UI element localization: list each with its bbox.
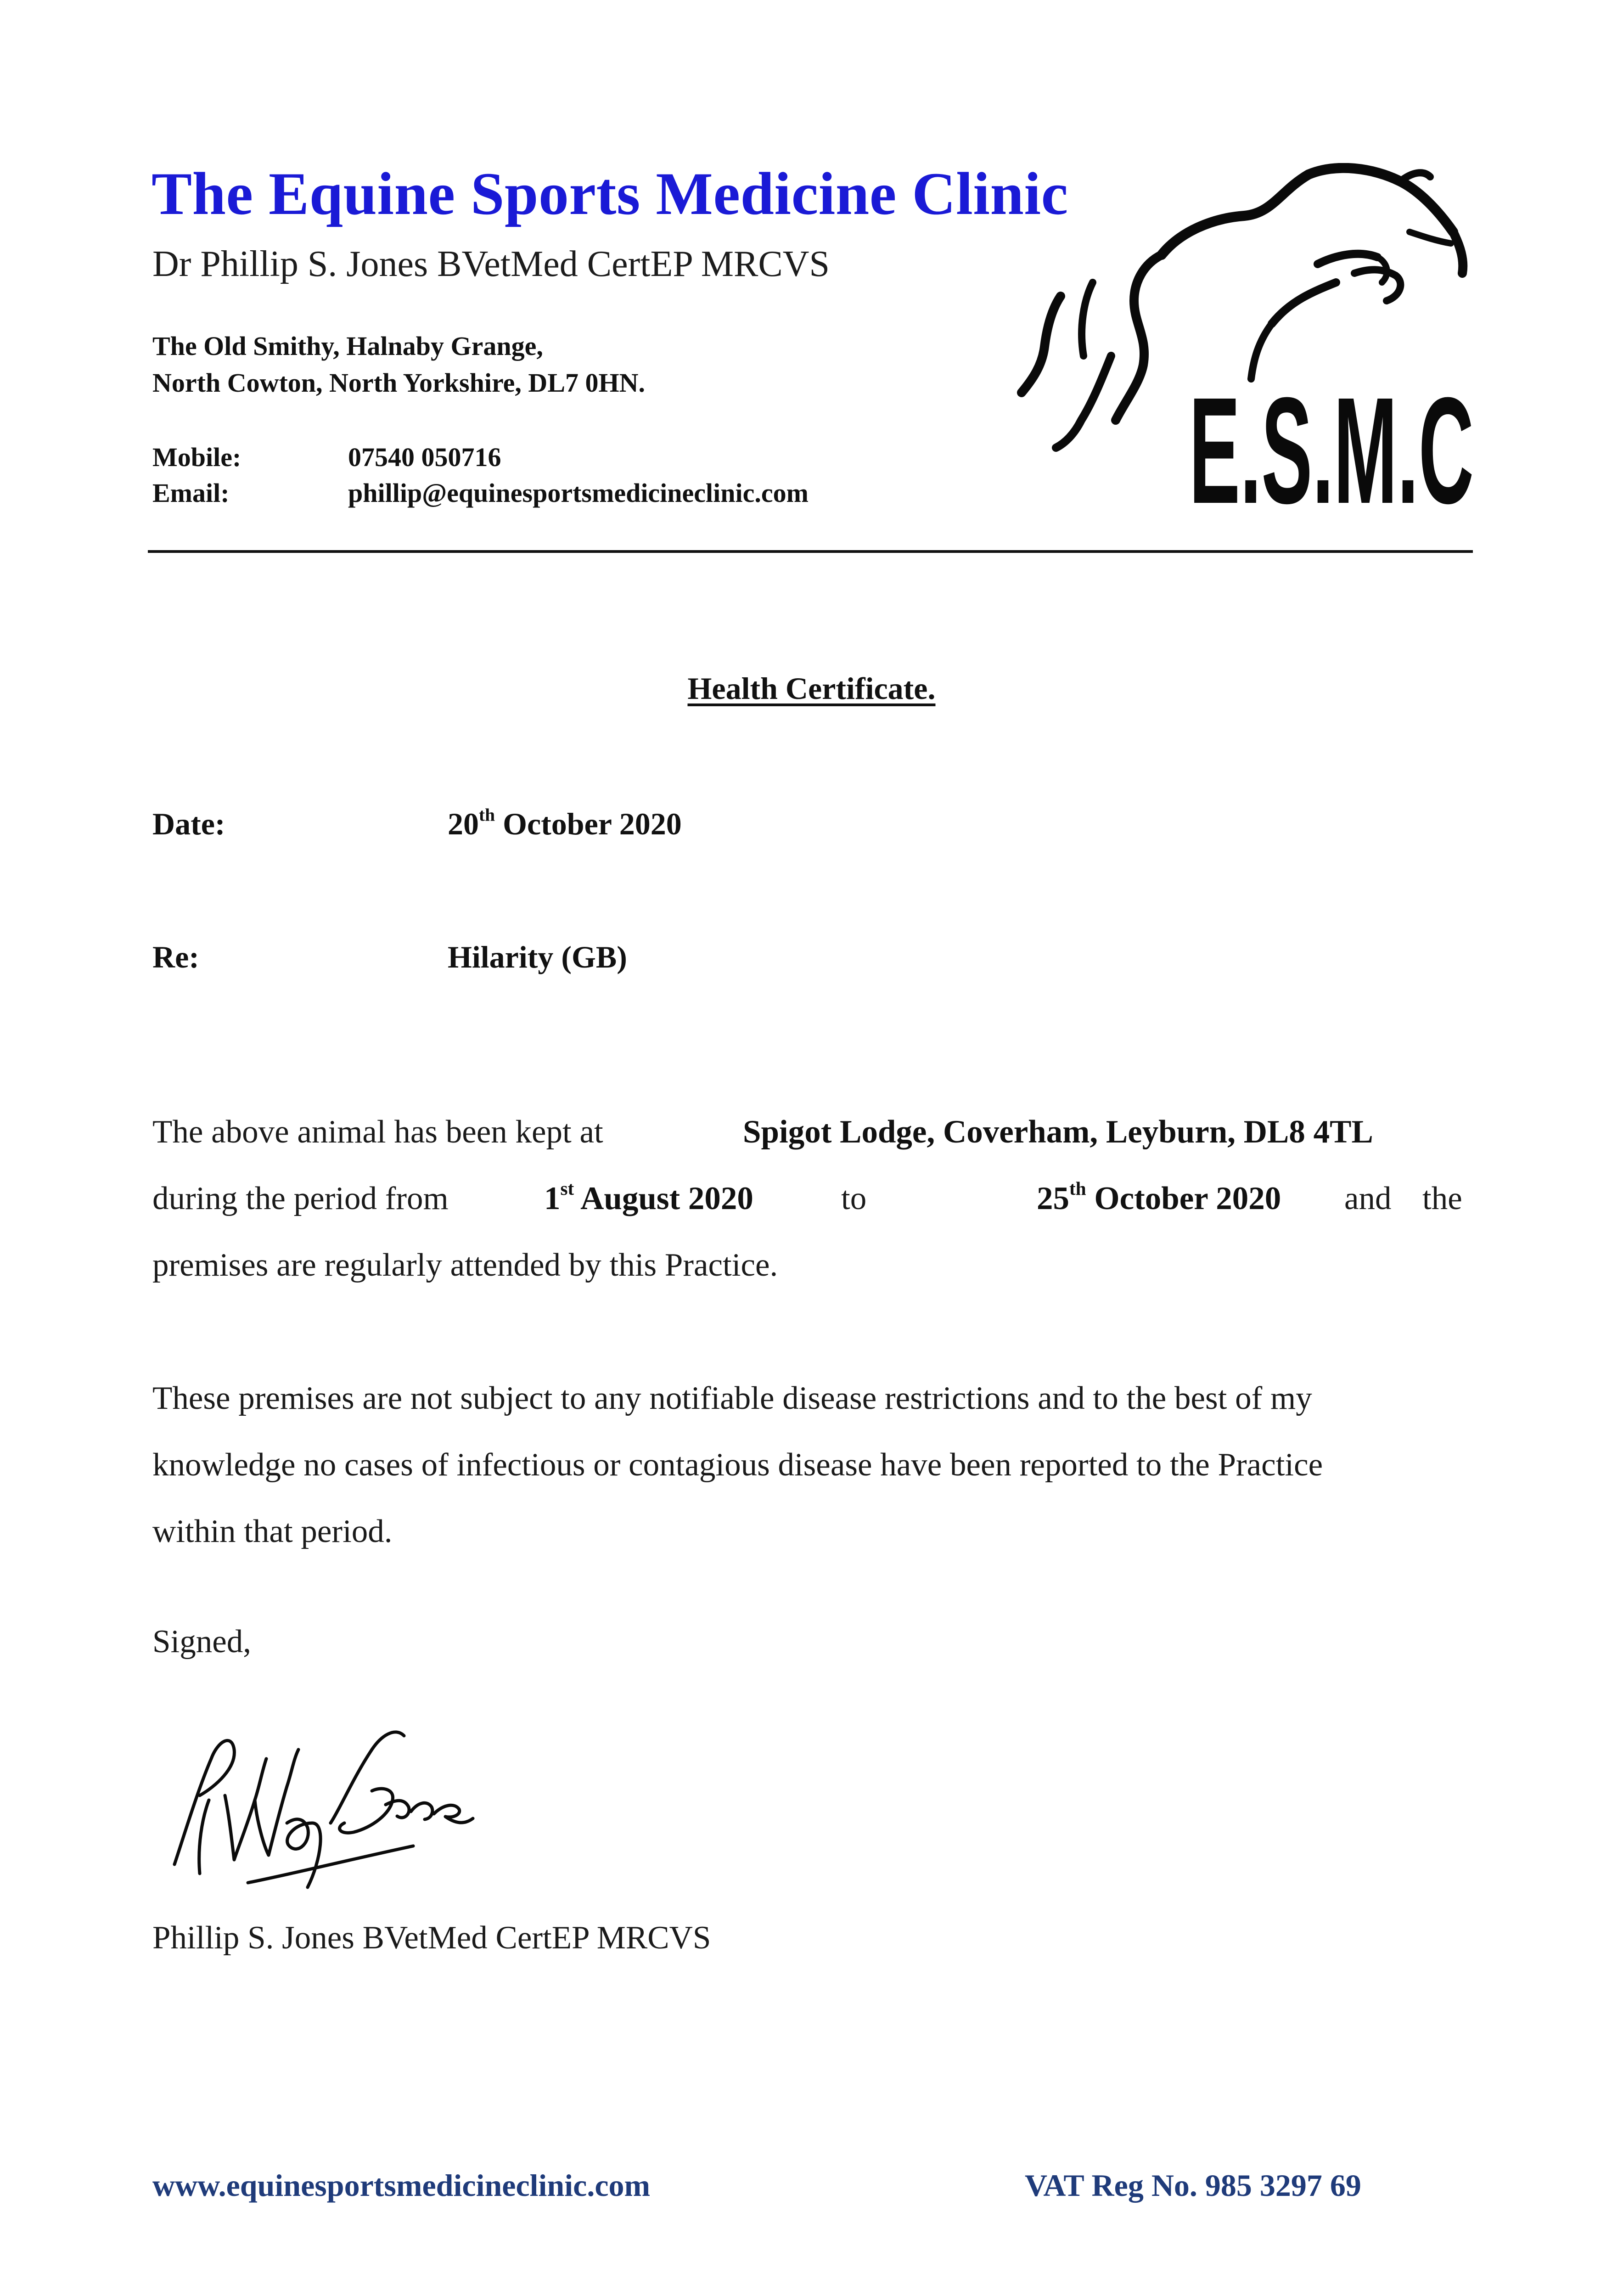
address-line-1: The Old Smithy, Halnaby Grange,	[152, 331, 543, 361]
re-value: Hilarity (GB)	[448, 940, 627, 974]
clinic-name: The Equine Sports Medicine Clinic	[152, 160, 1068, 227]
email-label: Email:	[152, 478, 230, 508]
the-word: the	[1422, 1181, 1462, 1216]
location: Spigot Lodge, Coverham, Leyburn, DL8 4TL	[743, 1114, 1373, 1150]
certificate-title	[0, 670, 1623, 707]
jumping-horse-icon	[996, 163, 1476, 512]
paragraph-1-line-1: The above animal has been kept at	[152, 1114, 603, 1150]
paragraph-2-line-3: within that period.	[152, 1514, 393, 1549]
mobile-value: 07540 050716	[348, 442, 501, 472]
certificate-title-text: Health Certificate.	[687, 671, 936, 706]
period-from: 1st August 2020	[544, 1178, 753, 1216]
address-line-2: North Cowton, North Yorkshire, DL7 0HN.	[152, 368, 645, 398]
email-value: phillip@equinesportsmedicineclinic.com	[348, 478, 809, 508]
paragraph-1-line-2: during the period from	[152, 1181, 449, 1216]
mobile-label: Mobile:	[152, 442, 241, 472]
and-word: and	[1344, 1181, 1392, 1216]
vet-credentials: Dr Phillip S. Jones BVetMed CertEP MRCVS	[152, 244, 830, 284]
paragraph-1-line-3: premises are regularly attended by this Practice.	[152, 1247, 778, 1283]
date-label: Date:	[152, 806, 225, 841]
date-value: 20th October 2020	[448, 805, 682, 841]
footer-website-link[interactable]: www.equinesportsmedicineclinic.com	[152, 2168, 651, 2203]
footer-vat-number: VAT Reg No. 985 3297 69	[1025, 2168, 1361, 2203]
period-to-word: to	[841, 1181, 867, 1216]
header-divider	[148, 550, 1473, 553]
signatory-name: Phillip S. Jones BVetMed CertEP MRCVS	[152, 1920, 711, 1956]
signed-label: Signed,	[152, 1624, 251, 1660]
period-to: 25th October 2020	[1037, 1178, 1281, 1216]
svg-text:E.S.M.C: E.S.M.C	[1189, 366, 1474, 512]
paragraph-2-line-2: knowledge no cases of infectious or contagious disease have been reported to the Practice	[152, 1447, 1323, 1483]
paragraph-2-line-1: These premises are not subject to any notifiable disease restrictions and to the best of my	[152, 1380, 1312, 1416]
re-label: Re:	[152, 940, 199, 974]
signature	[156, 1708, 487, 1901]
